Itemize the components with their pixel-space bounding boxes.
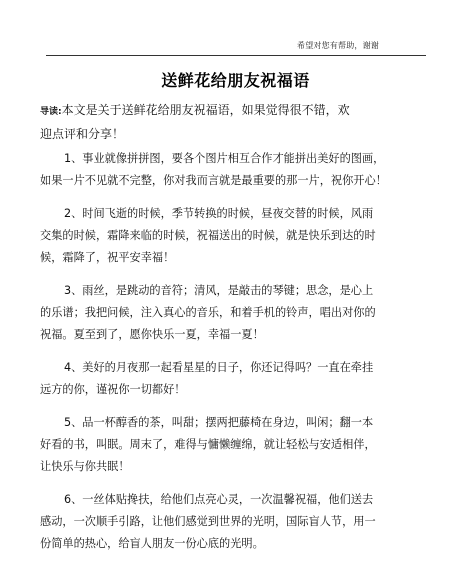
- header-divider: [46, 55, 426, 56]
- paragraph-line: 如果一片不见就不完整，你对我而言就是最重要的那一片，祝你开心！: [40, 174, 387, 187]
- paragraph-6: [40, 489, 440, 555]
- paragraph-line: 4、美好的月夜那一起看星星的日子，你还记得吗？一直在牵挂: [64, 361, 374, 374]
- paragraph-line: 份简单的热心，给盲人朋友一份心底的光明。: [40, 537, 264, 550]
- paragraph-4: [40, 357, 440, 401]
- document-body: [40, 148, 440, 566]
- header-note: 希望对您有帮助，谢谢: [297, 41, 379, 50]
- paragraph-line: 候，霜降了，祝平安幸福！: [40, 251, 175, 264]
- intro-line-1: 本文是关于送鲜花给朋友祝福语，如果觉得很不错，欢: [61, 103, 350, 117]
- paragraph-line: 让快乐与你共眠！: [40, 460, 130, 473]
- paragraph-line: 6、一丝体贴搀扶，给他们点亮心灵，一次温馨祝福，他们送去: [64, 493, 374, 506]
- paragraph-line: 感动，一次顺手引路，让他们感觉到世界的光明，国际盲人节，用一: [40, 515, 376, 528]
- paragraph-line: 的乐谱；我把问候，注入真心的音乐，和着手机的铃声，唱出对你的: [40, 306, 376, 319]
- paragraph-3: [40, 280, 440, 346]
- intro-paragraph: [40, 99, 440, 145]
- paragraph-line: 好看的书，叫眠。周末了，难得与慵懒缠绵，就让轻松与安适相伴，: [40, 438, 376, 451]
- paragraph-5: [40, 412, 440, 478]
- document-title: 送鲜花给朋友祝福语: [161, 71, 310, 90]
- intro-label: 导读:: [40, 107, 62, 117]
- paragraph-line: 2、时间飞逝的时候，季节转换的时候，昼夜交替的时候，风雨: [64, 207, 374, 220]
- paragraph-line: 1、事业就像拼拼图，要各个图片相互合作才能拼出美好的图画，: [64, 152, 385, 165]
- paragraph-line: 远方的你，谨祝你一切都好！: [40, 383, 186, 396]
- paragraph-line: 祝福。夏至到了，愿你快乐一夏，幸福一夏！: [40, 328, 264, 341]
- paragraph-1: [40, 148, 440, 192]
- paragraph-line: 3、雨丝，是跳动的音符；清风，是敲击的琴键；思念，是心上: [64, 284, 374, 297]
- paragraph-line: 交集的时候，霜降来临的时候，祝福送出的时候，就是快乐到达的时: [40, 229, 376, 242]
- paragraph-line: 5、品一杯醇香的茶，叫甜；摆两把藤椅在身边，叫闲；翻一本: [64, 416, 374, 429]
- paragraph-2: [40, 203, 440, 269]
- intro-line-2: 迎点评和分享！: [40, 127, 125, 141]
